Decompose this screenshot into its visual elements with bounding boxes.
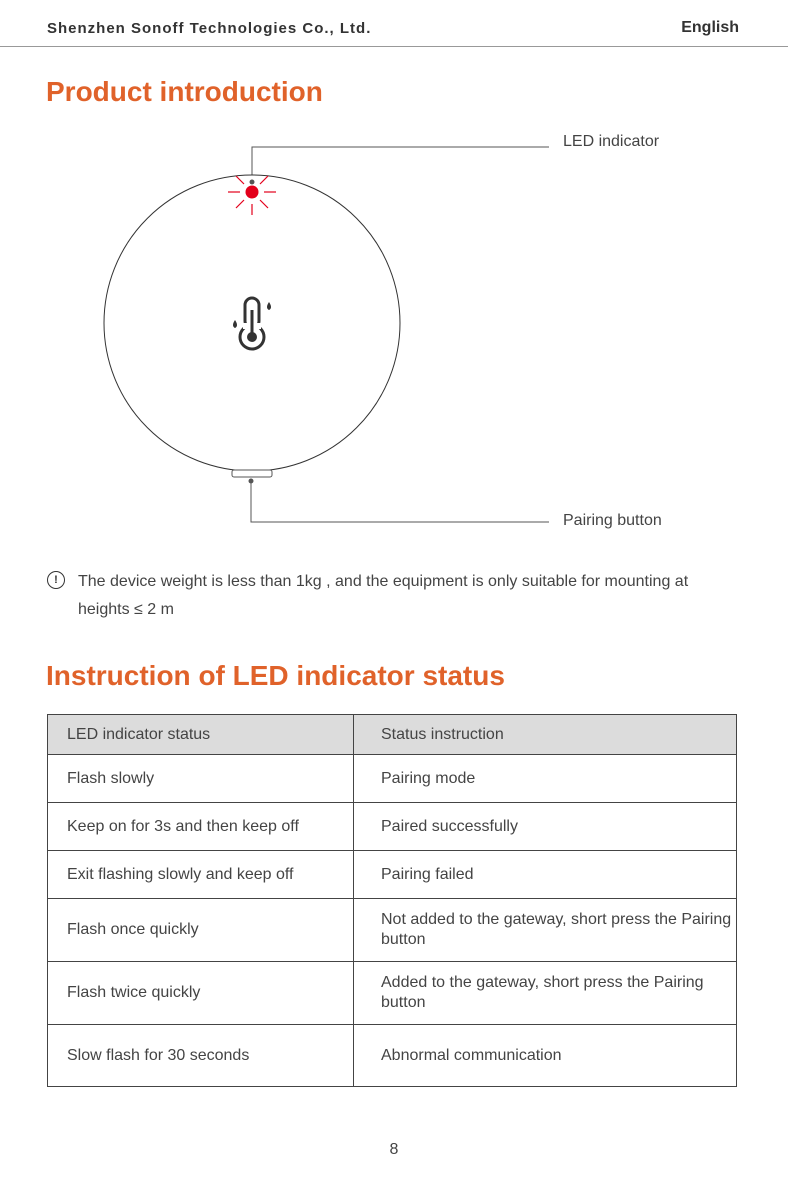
table-row bbox=[48, 962, 737, 1025]
led-status-table bbox=[47, 714, 737, 1087]
led-indicator-callout: LED indicator bbox=[563, 133, 660, 150]
led-leader-line bbox=[252, 147, 549, 182]
page-number: 8 bbox=[389, 1141, 399, 1158]
table-row bbox=[48, 803, 737, 851]
status-instruction-cell: Abnormal communication bbox=[354, 1025, 737, 1087]
pairing-button-callout: Pairing button bbox=[563, 512, 662, 529]
exclamation-circle-icon: ! bbox=[47, 571, 65, 589]
led-status-cell: Keep on for 3s and then keep off bbox=[48, 803, 354, 851]
table-row bbox=[48, 851, 737, 899]
column-header: Status instruction bbox=[354, 715, 737, 755]
mounting-note-text: The device weight is less than 1kg , and the equipment is only suitable for mounting at heights ≤ 2 m bbox=[78, 573, 689, 618]
led-status-title: Instruction of LED indicator status bbox=[46, 660, 505, 691]
status-instruction-cell: Not added to the gateway, short press the Pairing button bbox=[354, 899, 737, 962]
company-name: Shenzhen Sonoff Technologies Co., Ltd. bbox=[47, 20, 372, 37]
status-instruction-cell: Paired successfully bbox=[354, 803, 737, 851]
status-instruction-cell: Added to the gateway, short press the Pairing button bbox=[354, 962, 737, 1025]
product-introduction-title: Product introduction bbox=[46, 76, 323, 107]
table-row bbox=[48, 1025, 737, 1087]
table-row bbox=[48, 899, 737, 962]
page-header bbox=[47, 18, 739, 46]
table-row bbox=[48, 755, 737, 803]
pairing-leader-line bbox=[251, 482, 549, 522]
led-status-cell: Exit flashing slowly and keep off bbox=[48, 851, 354, 899]
column-header: LED indicator status bbox=[48, 715, 354, 755]
led-status-cell: Flash once quickly bbox=[48, 899, 354, 962]
led-status-cell: Flash twice quickly bbox=[48, 962, 354, 1025]
status-instruction-cell: Pairing failed bbox=[354, 851, 737, 899]
status-instruction-cell: Pairing mode bbox=[354, 755, 737, 803]
led-status-cell: Slow flash for 30 seconds bbox=[48, 1025, 354, 1087]
device-diagram bbox=[0, 110, 788, 550]
header-divider bbox=[0, 46, 788, 47]
language-label: English bbox=[681, 19, 739, 36]
table-header-row bbox=[48, 715, 737, 755]
led-status-cell: Flash slowly bbox=[48, 755, 354, 803]
pairing-button-shape bbox=[232, 470, 272, 477]
